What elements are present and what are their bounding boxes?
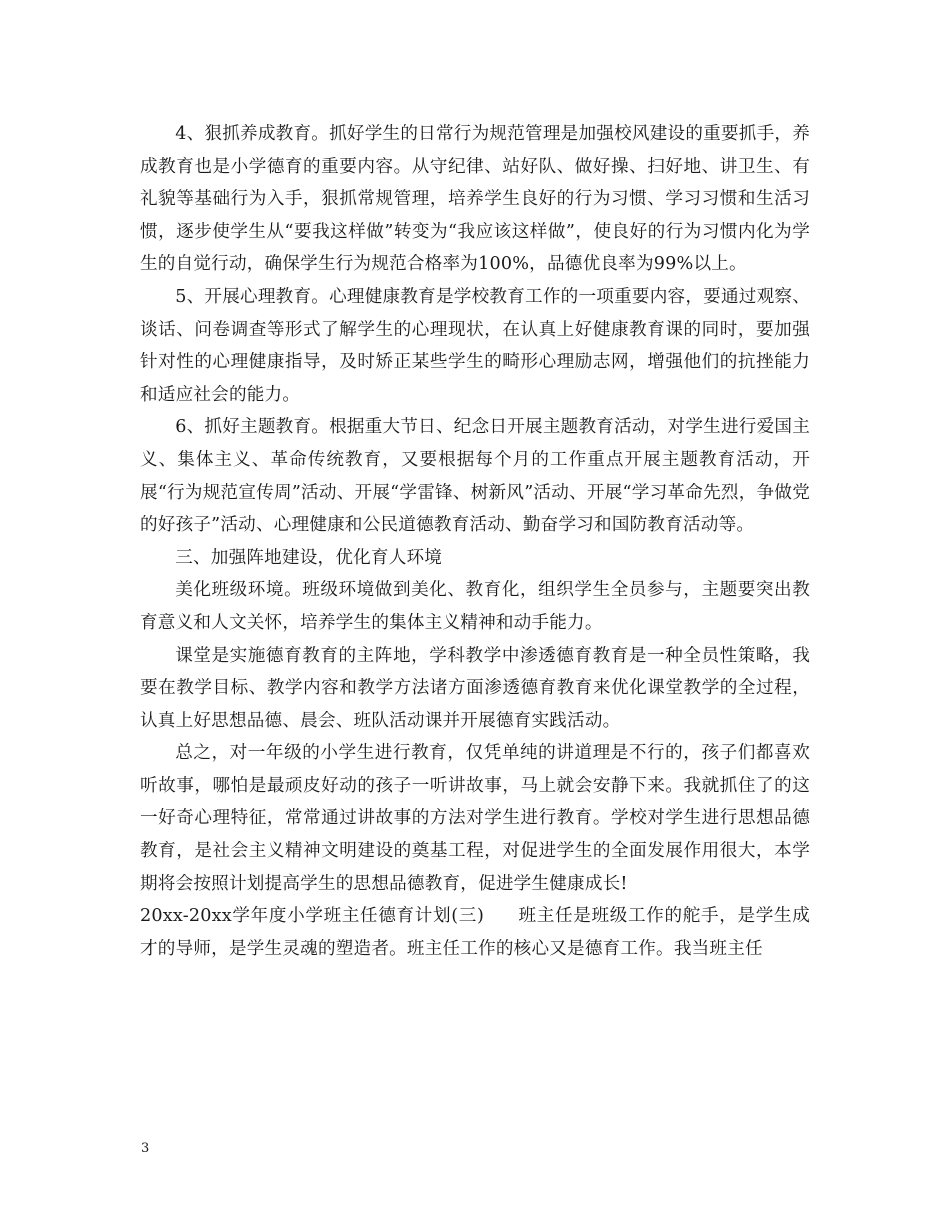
plan-three-intro: 班主任是班级工作的舵手，是学生成才的导师，是学生灵魂的塑造者。班主任工作的核心又是德育工作。我当班主任 bbox=[140, 906, 810, 959]
section-heading-environment: 三、加强阵地建设，优化育人环境 bbox=[175, 547, 443, 568]
paragraph-theme-education: 6、抓好主题教育。根据重大节日、纪念日开展主题教育活动，对学生进行爱国主义、集体主义、革命传统教育，又要根据每个月的工作重点开展主题教育活动，开展“行为规范宣传周”活动、开展“学雷锋、树新风”活动、开展“学习革命先烈，争做党的好孩子”活动、心理健康和公民道德教育活动、勤奋学习和国防教育活动等。 bbox=[140, 417, 810, 536]
paragraph-class-environment: 美化班级环境。班级环境做到美化、教育化，组织学生全员参与，主题要突出教育意义和人文关怀，培养学生的集体主义精神和动手能力。 bbox=[140, 580, 810, 633]
paragraph-habit-education: 4、狠抓养成教育。抓好学生的日常行为规范管理是加强校风建设的重要抓手，养成教育也是小学德育的重要内容。从守纪律、站好队、做好操、扫好地、讲卫生、有礼貌等基础行为入手，狠抓常规管理，培养学生良好的行为习惯、学习习惯和生活习惯，逐步使学生从“要我这样做”转变为“我应该这样做”，使良好的行为习惯内化为学生的自觉行动，确保学生行为规范合格率为100%，品德优良率为99%以上。 bbox=[140, 124, 810, 275]
document-body bbox=[140, 118, 810, 965]
paragraph-classroom-teaching: 课堂是实施德育教育的主阵地，学科教学中渗透德育教育是一种全员性策略，我要在教学目标、教学内容和教学方法诸方面渗透德育教育来优化课堂教学的全过程，认真上好思想品德、晨会、班队活动课并开展德育实践活动。 bbox=[140, 645, 810, 731]
paragraph-psychological-education: 5、开展心理教育。心理健康教育是学校教育工作的一项重要内容，要通过观察、谈话、问卷调查等形式了解学生的心理现状，在认真上好健康教育课的同时，要加强针对性的心理健康指导，及时矫正某些学生的畸形心理励志网，增强他们的抗挫能力和适应社会的能力。 bbox=[140, 286, 810, 405]
paragraph-plan-three bbox=[140, 900, 810, 965]
paragraph-conclusion: 总之，对一年级的小学生进行教育，仅凭单纯的讲道理是不行的，孩子们都喜欢听故事，哪怕是最顽皮好动的孩子一听讲故事，马上就会安静下来。我就抓住了的这一好奇心理特征，常常通过讲故事的方法对学生进行教育。学校对学生进行思想品德教育，是社会主义精神文明建设的奠基工程，对促进学生的全面发展作用很大，本学期将会按照计划提高学生的思想品德教育，促进学生健康成长! bbox=[140, 743, 810, 894]
plan-three-heading: 20xx-20xx学年度小学班主任德育计划(三) bbox=[140, 906, 485, 927]
page-number: 3 bbox=[141, 1141, 150, 1156]
